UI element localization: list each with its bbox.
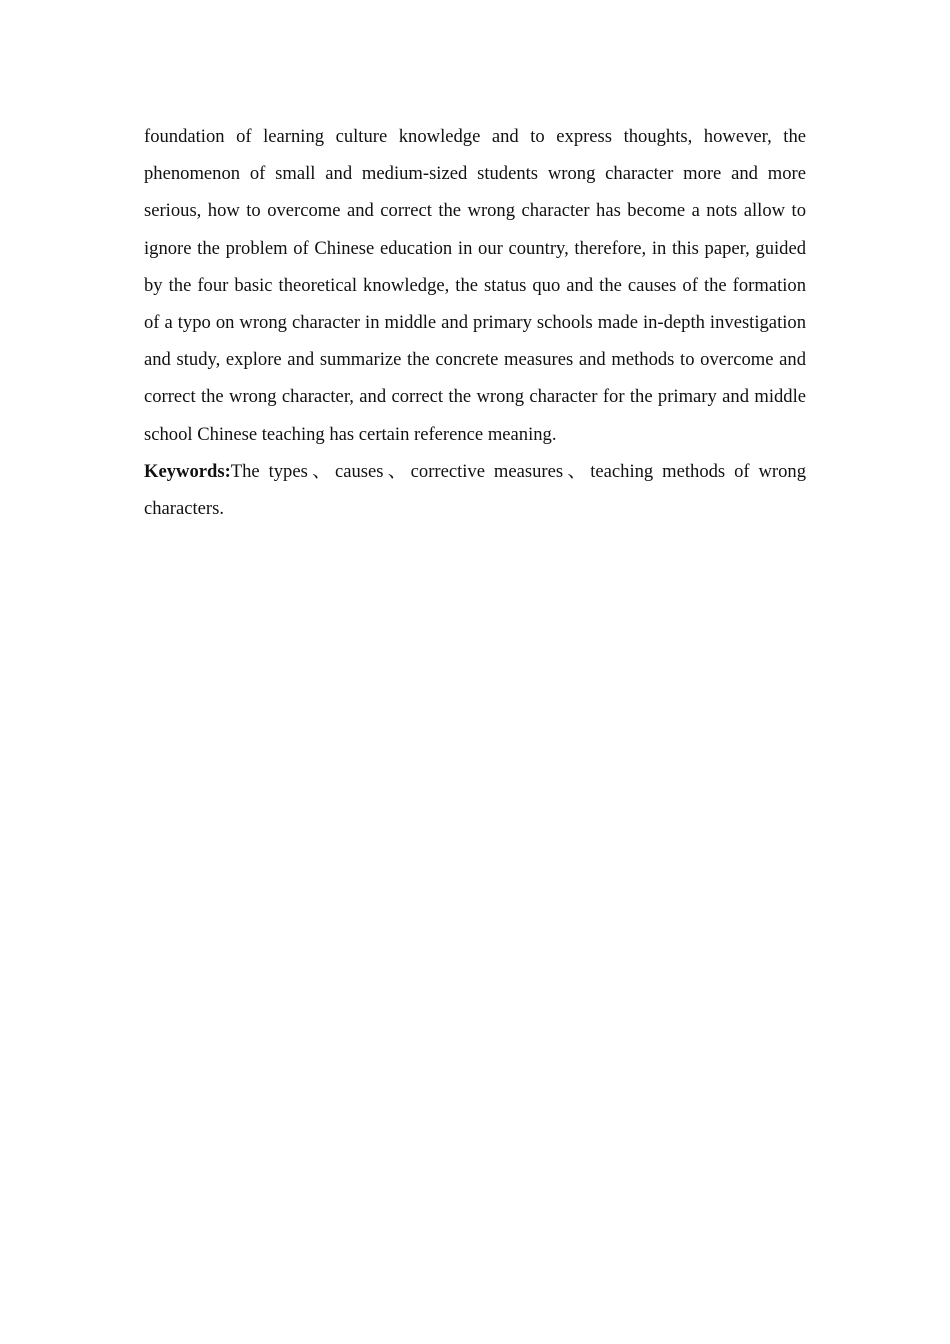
abstract-paragraph: foundation of learning culture knowledge and to express thoughts, however, the phenomenon of small and medium-sized students wrong character more and more serious, how to overcome and correct the wrong character has become a nots allow to ignore the problem of Chinese education in our country, therefore, in this paper, guided by the four basic theoretical knowledge, the status quo and the causes of the formation of a typo on wrong character in middle and primary schools made in-depth investigation and study, explore and summarize the concrete measures and methods to overcome and correct the wrong character, and correct the wrong character for the primary and middle school Chinese teaching has certain reference meaning. — [144, 126, 806, 445]
abstract-section — [144, 118, 806, 527]
keywords-label: Keywords: — [144, 460, 231, 482]
keywords-text: The types、causes、corrective measures、teaching methods of wrong characters. — [144, 460, 806, 520]
keywords-paragraph — [144, 453, 806, 527]
